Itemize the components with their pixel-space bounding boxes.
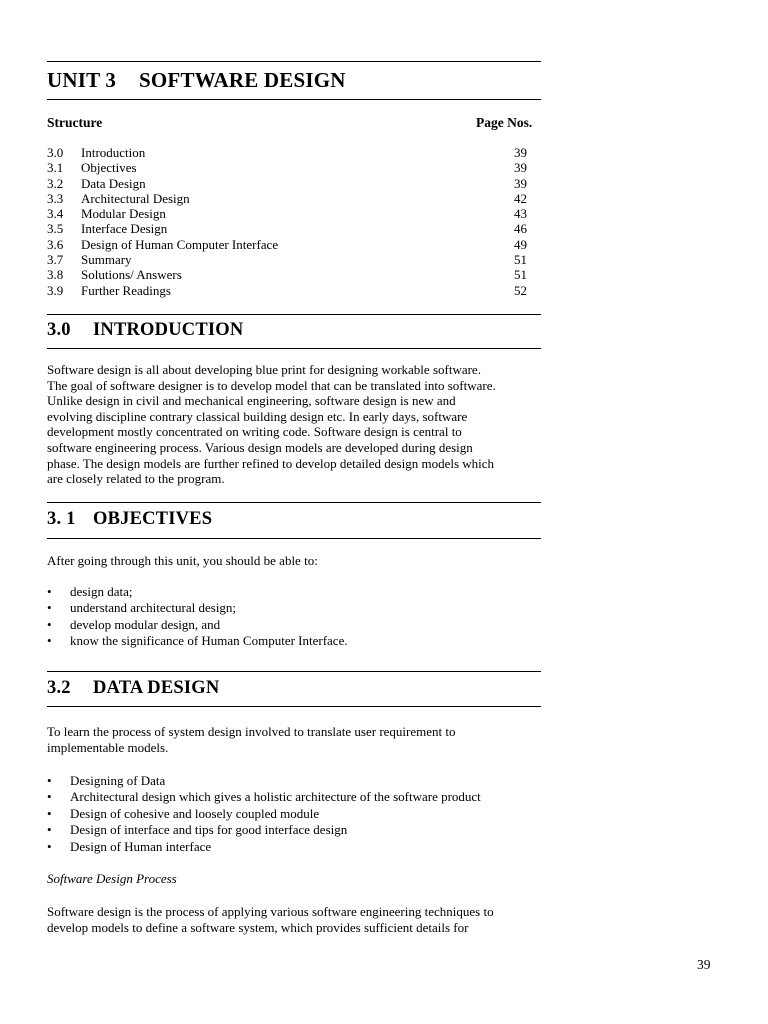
bullet-icon: • (47, 600, 52, 616)
text-line: software engineering process. Various design models are developed during design (47, 439, 473, 455)
software-design-process-subheading: Software Design Process (47, 871, 177, 886)
list-item (47, 789, 541, 805)
objectives-intro: After going through this unit, you should be able to: (47, 553, 318, 568)
table-of-contents (47, 145, 527, 298)
text-line: Unlike design in civil and mechanical engineering, software design is new and (47, 393, 456, 409)
toc-title: Objectives (81, 160, 137, 176)
section-number: 3.2 (47, 678, 71, 698)
bullet-icon: • (47, 789, 52, 805)
toc-number: 3.7 (47, 252, 64, 268)
page-number: 39 (697, 957, 711, 972)
unit-number: UNIT 3 (47, 68, 117, 92)
list-item (47, 839, 541, 855)
bullet-icon: • (47, 838, 52, 854)
toc-page: 51 (514, 252, 527, 268)
toc-row (47, 252, 527, 267)
text-line: To learn the process of system design involved to translate user requirement to (47, 724, 456, 739)
list-item-text: Designing of Data (70, 773, 166, 788)
toc-row (47, 206, 527, 221)
page-nos-label: Page Nos. (476, 115, 533, 130)
bullet-icon: • (47, 805, 52, 821)
text-line: phase. The design models are further refined to develop detailed design models which (47, 455, 495, 471)
section-heading-objectives (47, 509, 212, 530)
section-rule (47, 671, 541, 672)
list-item (47, 806, 541, 822)
toc-number: 3.1 (47, 160, 64, 176)
list-item (47, 600, 541, 616)
unit-title (47, 68, 346, 93)
list-item-text: Architectural design which gives a holistic architecture of the software product (70, 789, 481, 805)
data-design-list (47, 773, 541, 855)
bullet-icon: • (47, 584, 52, 599)
structure-label: Structure (47, 115, 103, 130)
section-heading-introduction (47, 320, 243, 341)
list-item-text: Design of Human interface (70, 838, 212, 854)
section-rule (47, 348, 541, 349)
toc-row (47, 191, 527, 206)
toc-page: 43 (514, 206, 527, 222)
toc-title: Introduction (81, 145, 146, 160)
section-title: INTRODUCTION (93, 320, 244, 340)
section-heading-data-design (47, 678, 219, 699)
top-rule (47, 61, 541, 62)
toc-number: 3.9 (47, 282, 64, 298)
text-line: develop models to define a software system, which provides sufficient details for (47, 919, 469, 935)
bullet-icon: • (47, 773, 52, 788)
list-item (47, 633, 541, 649)
text-line: The goal of software designer is to develop model that can be translated into software. (47, 377, 496, 393)
bullet-icon: • (47, 616, 52, 632)
toc-title: Summary (81, 252, 132, 268)
text-line: Software design is all about developing blue print for designing workable software. (47, 362, 481, 377)
toc-number: 3.2 (47, 175, 64, 191)
introduction-paragraph (47, 362, 541, 487)
list-item-text: Design of cohesive and loosely coupled module (70, 805, 320, 821)
section-number: 3. 1 (47, 509, 76, 529)
list-item (47, 617, 541, 633)
toc-title: Data Design (81, 175, 146, 191)
toc-title: Further Readings (81, 282, 171, 298)
section-rule (47, 314, 541, 315)
toc-page: 52 (514, 282, 527, 298)
section-title: OBJECTIVES (93, 509, 213, 529)
toc-row (47, 145, 527, 160)
section-rule (47, 538, 541, 539)
list-item-text: develop modular design, and (70, 616, 221, 632)
bullet-icon: • (47, 822, 52, 838)
toc-page: 39 (514, 175, 527, 191)
toc-row (47, 160, 527, 175)
text-line: are closely related to the program. (47, 471, 225, 487)
list-item (47, 822, 541, 838)
section-title: DATA DESIGN (93, 678, 220, 698)
text-line: development mostly concentrated on writing code. Software design is central to (47, 424, 462, 440)
data-design-body (47, 904, 541, 935)
toc-number: 3.5 (47, 221, 64, 237)
bullet-icon: • (47, 633, 52, 649)
section-rule (47, 706, 541, 707)
toc-row (47, 237, 527, 252)
toc-title: Modular Design (81, 206, 166, 222)
toc-title: Architectural Design (81, 190, 190, 206)
toc-row (47, 221, 527, 236)
text-line: Software design is the process of applying various software engineering techniques to (47, 904, 494, 919)
toc-page: 42 (514, 190, 527, 206)
toc-number: 3.0 (47, 145, 64, 160)
toc-title: Interface Design (81, 221, 168, 237)
toc-number: 3.4 (47, 206, 64, 222)
section-rule (47, 502, 541, 503)
toc-row (47, 267, 527, 282)
text-line: evolving discipline contrary classical building design etc. In early days, software (47, 408, 468, 424)
toc-title: Design of Human Computer Interface (81, 236, 279, 252)
list-item-text: Design of interface and tips for good interface design (70, 822, 348, 838)
data-design-intro (47, 724, 541, 755)
list-item (47, 773, 541, 789)
toc-number: 3.3 (47, 190, 64, 206)
section-number: 3.0 (47, 320, 71, 340)
list-item (47, 584, 541, 600)
objectives-list (47, 584, 541, 650)
list-item-text: understand architectural design; (70, 600, 237, 616)
toc-page: 39 (514, 145, 527, 160)
unit-name: SOFTWARE DESIGN (139, 68, 346, 92)
toc-row (47, 176, 527, 191)
toc-page: 49 (514, 236, 527, 252)
toc-number: 3.6 (47, 236, 64, 252)
unit-title-rule (47, 99, 541, 100)
toc-title: Solutions/ Answers (81, 267, 182, 283)
list-item-text: know the significance of Human Computer Interface. (70, 633, 348, 649)
toc-page: 46 (514, 221, 527, 237)
text-line: implementable models. (47, 739, 169, 755)
toc-number: 3.8 (47, 267, 64, 283)
toc-page: 51 (514, 267, 527, 283)
list-item-text: design data; (70, 584, 133, 599)
toc-row (47, 283, 527, 298)
toc-page: 39 (514, 160, 527, 176)
